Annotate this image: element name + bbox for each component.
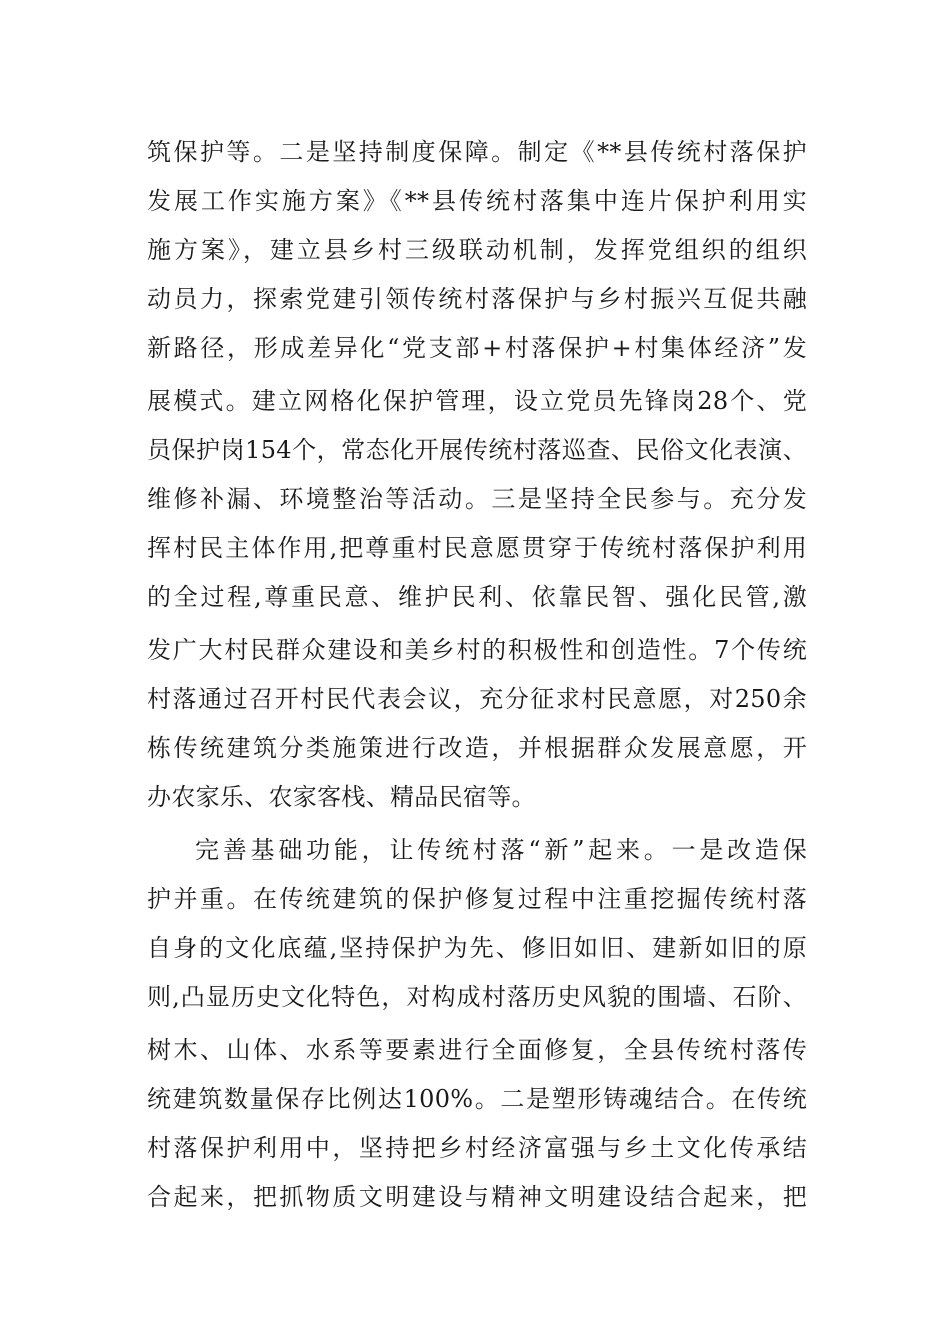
text-line: 施方案》，建立县乡村三级联动机制，发挥党组织的组织 <box>147 236 807 264</box>
text-line: 办农家乐、农家客栈、精品民宿等。 <box>147 783 536 811</box>
text-line: 护并重。在传统建筑的保护修复过程中注重挖掘传统村落 <box>147 885 807 913</box>
text-line: 合起来，把抓物质文明建设与精神文明建设结合起来，把 <box>147 1183 807 1211</box>
text-line: 的全过程,尊重民意、维护民利、依靠民智、强化民管,激 <box>147 583 807 611</box>
text-line: 挥村民主体作用,把尊重村民意愿贯穿于传统村落保护利用 <box>147 534 807 562</box>
text-line: 栋传统建筑分类施策进行改造，并根据群众发展意愿，开 <box>147 734 807 762</box>
text-line: 动员力，探索党建引领传统村落保护与乡村振兴互促共融 <box>147 285 807 313</box>
text-line: 筑保护等。二是坚持制度保障。制定《**县传统村落保护 <box>147 138 807 166</box>
text-line: 树木、山体、水系等要素进行全面修复，全县传统村落传 <box>147 1036 807 1064</box>
text-line: 则,凸显历史文化特色，对构成村落历史风貌的围墙、石阶、 <box>147 983 807 1011</box>
text-line: 统建筑数量保存比例达100%。二是塑形铸魂结合。在传统 <box>147 1085 807 1113</box>
text-line: 村落通过召开村民代表会议，充分征求村民意愿，对250余 <box>147 685 807 713</box>
text-line: 维修补漏、环境整治等活动。三是坚持全民参与。充分发 <box>147 485 807 513</box>
text-line: 村落保护利用中，坚持把乡村经济富强与乡土文化传承结 <box>147 1134 807 1162</box>
paragraph-start-line: 完善基础功能，让传统村落“新”起来。一是改造保 <box>195 836 807 864</box>
text-line: 员保护岗154个，常态化开展传统村落巡查、民俗文化表演、 <box>147 436 807 464</box>
text-line: 新路径，形成差异化“党支部+村落保护+村集体经济”发 <box>147 334 807 362</box>
text-line: 自身的文化底蕴,坚持保护为先、修旧如旧、建新如旧的原 <box>147 934 807 962</box>
text-line: 发广大村民群众建设和美乡村的积极性和创造性。7个传统 <box>147 636 807 664</box>
text-line: 发展工作实施方案》《**县传统村落集中连片保护利用实 <box>147 187 807 215</box>
text-line: 展模式。建立网格化保护管理，设立党员先锋岗28个、党 <box>147 387 807 415</box>
